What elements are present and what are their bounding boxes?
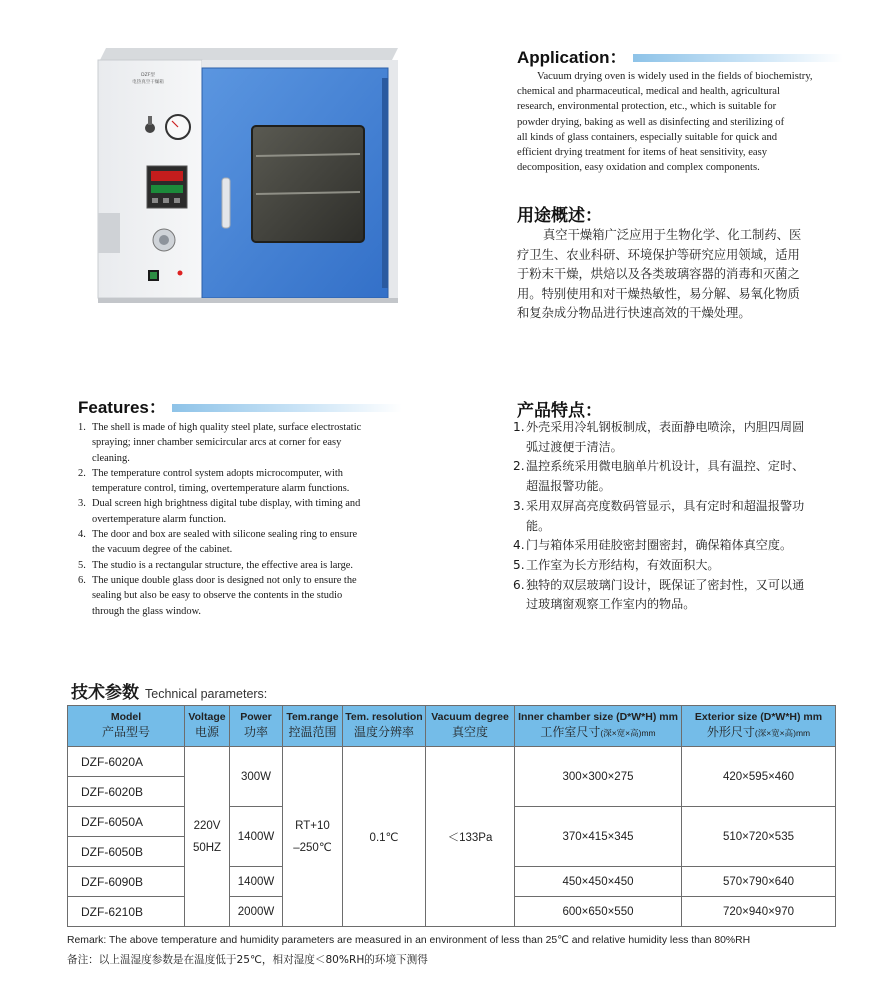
- exterior-size-cell: 510×720×535: [682, 807, 836, 867]
- application-text-cn-line: 用。特别使用和对干燥热敏性，易分解、易氧化物质: [517, 286, 800, 301]
- header-tem-resolution: Tem. resolution 温度分辨率: [343, 706, 426, 747]
- header-inner-size: Inner chamber size (D*W*H) mm 工作室尺寸(深×宽×高)mm: [515, 706, 682, 747]
- feature-cn-line: 能。: [526, 518, 551, 533]
- feature-cn-line: 温控系统采用微电脑单片机设计，具有温控、定时、: [526, 459, 805, 474]
- exterior-size-cell: 570×790×640: [682, 867, 836, 897]
- feature-line: The shell is made of high quality steel plate, surface electrostatic: [92, 422, 362, 433]
- feature-number: 4.: [78, 529, 86, 541]
- feature-line: overtemperature alarm function.: [92, 513, 227, 525]
- application-text-line: research, environmental protection, etc., which is suitable for: [517, 101, 777, 113]
- heading-decor-bar: [633, 54, 843, 62]
- feature-number: 1.: [78, 422, 86, 433]
- application-text-cn-line: 和复杂成分物品进行快速高效的干燥处理。: [517, 306, 751, 321]
- feature-line: The unique double glass door is designed not only to ensure the: [92, 574, 357, 586]
- feature-item: [78, 420, 418, 466]
- tem-range-cell: RT+10 –250℃: [283, 747, 343, 927]
- model-cell: DZF-6210B: [68, 897, 185, 927]
- exterior-size-cell: 720×940×970: [682, 897, 836, 927]
- feature-line: Dual screen high brightness digital tube display, with timing and: [92, 498, 361, 510]
- feature-cn-item: [513, 457, 853, 496]
- feature-item: [78, 466, 418, 497]
- feature-line: sealing but also be easy to observe the contents in the studio: [92, 590, 343, 602]
- feature-cn-item: [513, 418, 853, 457]
- power-cell: 1400W: [230, 807, 283, 867]
- application-text-line: powder drying, baking as well as disinfecting and sterilizing of: [517, 116, 785, 128]
- features-list-en: [78, 420, 418, 619]
- features-list-cn: [513, 418, 853, 615]
- application-text-line: decomposition, easy oxidation and complex components.: [517, 162, 760, 174]
- inner-size-cell: 600×650×550: [515, 897, 682, 927]
- feature-line: The temperature control system adopts microcomputer, with: [92, 467, 343, 479]
- power-cell: 2000W: [230, 897, 283, 927]
- feature-cn-line: 过玻璃窗观察工作室内的物品。: [526, 597, 696, 612]
- feature-cn-number: 6.: [513, 577, 525, 592]
- features-heading-cn-text: 产品特点：: [517, 401, 602, 420]
- inner-size-cell: 450×450×450: [515, 867, 682, 897]
- header-power: Power 功率: [230, 706, 283, 747]
- feature-number: 5.: [78, 559, 86, 571]
- remark-cn: 备注：以上温湿度参数是在温度低于25℃，相对湿度＜80%RH的环境下测得: [67, 954, 428, 966]
- tech-heading: [71, 678, 267, 703]
- model-cell: DZF-6020A: [68, 747, 185, 777]
- tech-heading-cn: 技术参数: [71, 683, 139, 702]
- feature-cn-number: 2.: [513, 459, 525, 474]
- feature-cn-item: [513, 536, 853, 556]
- feature-line: the vacuum degree of the cabinet.: [92, 544, 233, 556]
- feature-item: [78, 527, 418, 558]
- application-text-cn-line: 疗卫生、农业科研、环境保护等研究应用领域，适用: [517, 247, 800, 262]
- remark-en: Remark: The above temperature and humidity parameters are measured in an environment of less than 25℃ and relative humidity less than 80%RH: [67, 935, 751, 946]
- application-text-cn: [517, 226, 847, 324]
- feature-line: temperature control, timing, overtemperature alarm functions.: [92, 483, 350, 495]
- application-text-line: efficient drying treatment for items of heat sensitivity, easy: [517, 147, 768, 159]
- power-cell: 300W: [230, 747, 283, 807]
- application-text-cn-line: 于粉末干燥，烘焙以及各类玻璃容器的消毒和灭菌之: [517, 267, 800, 282]
- vacuum-oven-image: [92, 38, 404, 306]
- exterior-size-cell: 420×595×460: [682, 747, 836, 807]
- feature-item: [78, 496, 418, 527]
- application-heading: [517, 43, 843, 68]
- spec-header-row: [68, 706, 836, 747]
- application-text-line: Vacuum drying oven is widely used in the fields of biochemistry,: [537, 71, 813, 82]
- feature-cn-line: 门与箱体采用硅胶密封圈密封，确保箱体真空度。: [526, 538, 793, 553]
- application-text-line: all kinds of glass containers, especially suitable for quick and: [517, 131, 778, 143]
- feature-cn-line: 超温报警功能。: [526, 479, 611, 494]
- tech-heading-en: Technical parameters:: [145, 687, 268, 701]
- feature-number: 3.: [78, 498, 86, 510]
- header-tem-range: Tem.range 控温范围: [283, 706, 343, 747]
- application-heading-cn: [517, 201, 602, 226]
- feature-cn-number: 1.: [513, 420, 525, 434]
- feature-cn-line: 工作室为长方形结构，有效面积大。: [526, 557, 720, 572]
- feature-cn-line: 弧过渡便于清洁。: [526, 439, 623, 454]
- model-cell: DZF-6050B: [68, 837, 185, 867]
- feature-item: [78, 573, 418, 619]
- model-cell: DZF-6050A: [68, 807, 185, 837]
- power-cell: 1400W: [230, 867, 283, 897]
- header-voltage: Voltage 电源: [185, 706, 230, 747]
- feature-cn-number: 5.: [513, 557, 525, 572]
- feature-item: [78, 558, 418, 573]
- feature-line: cleaning.: [92, 452, 130, 464]
- inner-size-cell: 370×415×345: [515, 807, 682, 867]
- application-heading-cn-text: 用途概述：: [517, 206, 602, 225]
- feature-cn-number: 4.: [513, 538, 525, 553]
- heading-decor-bar: [172, 404, 402, 412]
- feature-cn-number: 3.: [513, 498, 525, 513]
- vacuum-degree-cell: ＜133Pa: [426, 747, 515, 927]
- feature-number: 2.: [78, 467, 86, 479]
- features-heading-text: Features：: [78, 398, 166, 417]
- voltage-cell: 220V 50HZ: [185, 747, 230, 927]
- feature-cn-line: 独特的双层玻璃门设计，既保证了密封性，又可以通: [526, 577, 805, 592]
- application-text-en: [517, 69, 847, 175]
- panel-label-title: 电热真空干燥箱: [132, 80, 164, 85]
- application-heading-text: Application：: [517, 48, 627, 67]
- feature-number: 6.: [78, 574, 86, 586]
- model-cell: DZF-6020B: [68, 777, 185, 807]
- inner-size-cell: 300×300×275: [515, 747, 682, 807]
- application-text-line: chemical and pharmaceutical, medical and health, agricultural: [517, 86, 780, 98]
- application-text-cn-line: 真空干燥箱广泛应用于生物化学、化工制药、医: [543, 228, 802, 242]
- feature-line: through the glass window.: [92, 605, 201, 617]
- feature-line: The studio is a rectangular structure, the effective area is large.: [92, 559, 353, 571]
- feature-cn-item: [513, 497, 853, 536]
- header-vacuum-degree: Vacuum degree 真空度: [426, 706, 515, 747]
- header-model: Model 产品型号: [68, 706, 185, 747]
- table-row: [68, 747, 836, 777]
- panel-label-model: DZF型: [141, 73, 155, 78]
- tem-resolution-cell: 0.1℃: [343, 747, 426, 927]
- header-exterior-size: Exterior size (D*W*H) mm 外形尺寸(深×宽×高)mm: [682, 706, 836, 747]
- feature-line: spraying; inner chamber semicircular arcs at corner for easy: [92, 437, 342, 449]
- feature-cn-line: 外壳采用冷轧钢板制成，表面静电喷涂，内胆四周圆: [526, 420, 805, 434]
- feature-cn-item: [513, 556, 853, 576]
- feature-cn-line: 采用双屏高亮度数码管显示，具有定时和超温报警功: [526, 498, 805, 513]
- feature-cn-item: [513, 576, 853, 615]
- features-heading: [78, 393, 402, 418]
- model-cell: DZF-6090B: [68, 867, 185, 897]
- spec-table: [67, 705, 836, 927]
- feature-line: The door and box are sealed with silicone sealing ring to ensure: [92, 529, 358, 541]
